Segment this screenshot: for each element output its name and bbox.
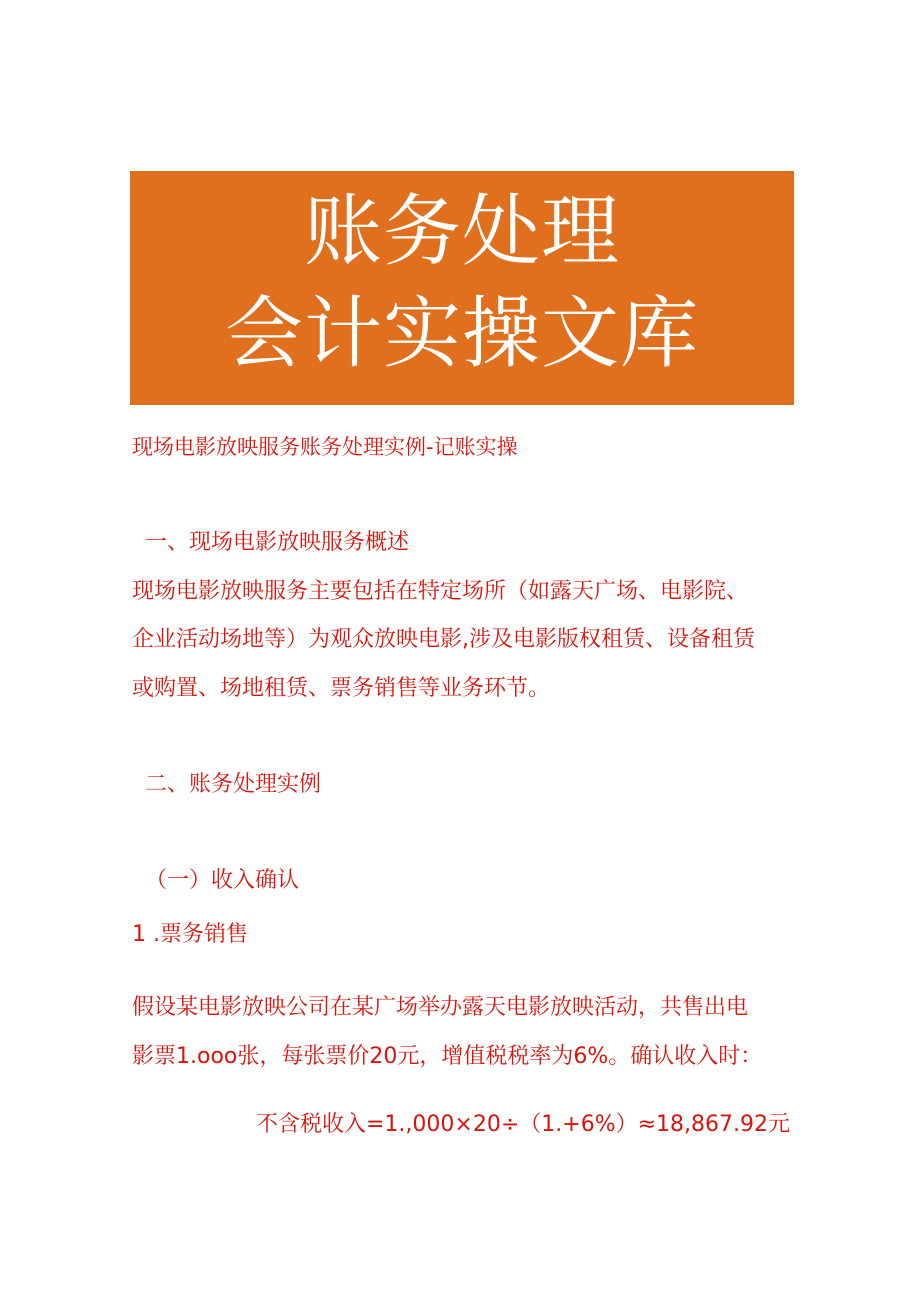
example-paragraph-line2: 影票1.ooo张，每张票价20元，增值税税率为6%。确认收入时： xyxy=(132,1044,763,1069)
section1-paragraph-line1: 现场电影放映服务主要包括在特定场所（如露天广场、电影院、 xyxy=(132,579,749,604)
revenue-formula: 不含税收入=1.,000×20÷（1.+6%）≈18,867.92元 xyxy=(256,1112,790,1137)
example-paragraph-line1: 假设某电影放映公司在某广场举办露天电影放映活动，共售出电 xyxy=(132,995,749,1020)
title-banner xyxy=(130,171,794,405)
subsection-heading: （一）收入确认 xyxy=(145,868,300,893)
banner-title-line1: 账务处理 xyxy=(303,187,620,277)
item-heading: 1 .票务销售 xyxy=(132,922,248,947)
section1-paragraph-line2: 企业活动场地等）为观众放映电影,涉及电影版权租赁、设备租赁 xyxy=(132,627,755,652)
document-title: 现场电影放映服务账务处理实例-记账实操 xyxy=(132,435,518,459)
section2-heading: 二、账务处理实例 xyxy=(145,772,322,797)
section1-heading: 一、现场电影放映服务概述 xyxy=(145,530,410,555)
section1-paragraph-line3: 或购置、场地租赁、票务销售等业务环节。 xyxy=(132,676,551,701)
banner-title-line2: 会计实操文库 xyxy=(224,289,699,379)
